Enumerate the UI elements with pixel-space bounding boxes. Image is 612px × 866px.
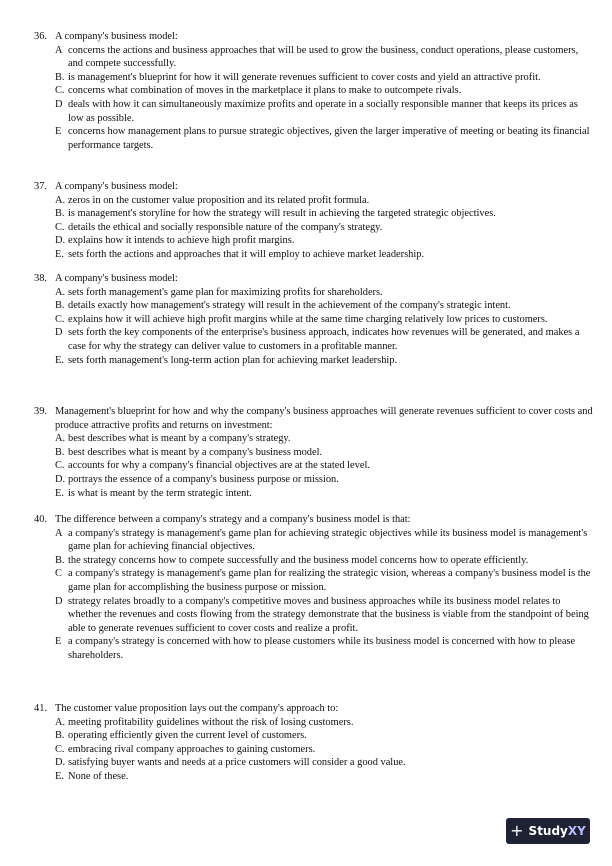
option-label: E (55, 636, 62, 648)
option-text: is management's blueprint for how it will generate revenues sufficient to cover costs and yield an attractive profit. (68, 71, 541, 83)
option-text: is management's storyline for how the strategy will result in achieving the targeted strategic objectives. (68, 208, 496, 220)
option-text: best describes what is meant by a company's business model. (68, 446, 323, 458)
option-label: D (55, 595, 63, 607)
question-40 (34, 513, 594, 663)
option-e (55, 248, 594, 262)
option-c (55, 221, 594, 235)
option-text: meeting profitability guidelines without the risk of losing customers. (68, 716, 354, 728)
option-label: C. (55, 743, 65, 755)
answer-options (55, 286, 594, 368)
option-text: sets forth management's long-term action plan for achieving market leadership. (68, 354, 398, 366)
answer-options (55, 432, 594, 500)
question-number: 37. (34, 181, 47, 192)
option-label: E. (55, 248, 64, 260)
question-number: 36. (34, 31, 47, 42)
logo-word-xy: XY (567, 824, 586, 838)
option-label: D. (55, 757, 66, 769)
option-d (55, 234, 594, 248)
option-a (55, 286, 594, 300)
option-label: C. (55, 85, 65, 97)
option-text: concerns how management plans to pursue strategic objectives, given the larger imperative of meeting or beating its financial performance targets. (68, 126, 590, 151)
option-c (55, 459, 594, 473)
question-number: 41. (34, 703, 47, 714)
option-a (55, 527, 594, 554)
option-text: deals with how it can simultaneously maximize profits and operate in a socially responsible manner that keeps its prices as low as possible. (68, 98, 578, 124)
option-a (55, 432, 594, 446)
option-b (55, 207, 594, 221)
answer-options (55, 44, 594, 153)
option-text: explains how it intends to achieve high profit margins. (68, 235, 295, 247)
option-label: E. (55, 770, 64, 782)
question-text: Management's blueprint for how and why the company's business approaches will generate revenues sufficient to cover costs and produce attractive profits and returns on investment: (55, 406, 593, 431)
option-b (55, 71, 594, 85)
option-text: concerns what combination of moves in the marketplace it plans to make to outcompete rivals. (68, 85, 462, 97)
option-a (55, 44, 594, 71)
option-text: accounts for why a company's financial objectives are at the stated level. (68, 460, 370, 472)
option-text: is what is meant by the term strategic intent. (68, 487, 252, 499)
answer-options (55, 527, 594, 663)
option-c (55, 84, 594, 98)
option-b (55, 446, 594, 460)
option-text: details the ethical and socially responsible nature of the company's strategy. (68, 221, 383, 233)
question-text: A company's business model: (55, 273, 178, 284)
logo-word-study: Study (528, 824, 568, 838)
answer-options (55, 194, 594, 262)
option-label: E. (55, 487, 64, 499)
option-text: None of these. (68, 770, 129, 782)
option-text: a company's strategy is management's game plan for achieving strategic objectives while its business model is management's game plan for achieving financial objectives. (68, 527, 588, 553)
option-c (55, 313, 594, 327)
question-number: 38. (34, 273, 47, 284)
option-b (55, 299, 594, 313)
option-text: satisfying buyer wants and needs at a price customers will consider a good value. (68, 757, 406, 769)
question-41 (34, 702, 594, 784)
option-d (55, 756, 594, 770)
option-text: sets forth management's game plan for maximizing profits for shareholders. (68, 286, 383, 298)
question-number: 40. (34, 514, 47, 525)
option-d (55, 326, 594, 353)
option-c (55, 743, 594, 757)
option-c (55, 567, 594, 594)
studyxy-logo (506, 818, 590, 844)
option-a (55, 194, 594, 208)
question-number: 39. (34, 406, 47, 417)
option-text: portrays the essence of a company's business purpose or mission. (68, 473, 339, 485)
option-label: B. (55, 208, 65, 220)
option-label: A (55, 44, 63, 56)
option-d (55, 98, 594, 125)
option-b (55, 554, 594, 568)
option-e (55, 125, 594, 152)
option-d (55, 473, 594, 487)
option-label: E. (55, 354, 64, 366)
question-38 (34, 272, 594, 367)
option-label: D. (55, 473, 66, 485)
option-label: A. (55, 716, 66, 728)
option-text: details exactly how management's strategy will result in the achievement of the company's strategic intent. (68, 300, 511, 312)
option-text: explains how it will achieve high profit margins while at the same time charging relatively low prices to customers. (68, 313, 548, 325)
option-text: best describes what is meant by a company's strategy. (68, 433, 291, 445)
option-label: B. (55, 71, 65, 83)
option-label: D (55, 327, 63, 339)
option-d (55, 595, 594, 636)
option-text: embracing rival company approaches to gaining customers. (68, 743, 316, 755)
question-36 (34, 30, 594, 152)
option-text: a company's strategy is concerned with how to please customers while its business model is concerned with how to please shareholders. (68, 636, 576, 661)
option-text: sets forth the actions and approaches that it will employ to achieve market leadership. (68, 248, 425, 260)
option-label: C. (55, 221, 65, 233)
option-label: D. (55, 235, 66, 247)
option-text: sets forth the key components of the enterprise's business approach, indicates how revenues will be generated, and makes a case for why the strategy can deliver value to customers in a profitable manner. (68, 327, 580, 352)
question-text: The customer value proposition lays out the company's approach to: (55, 703, 339, 714)
option-label: A (55, 527, 63, 539)
option-text: a company's strategy is management's game plan for realizing the strategic vision, whereas a company's business model is the game plan for accomplishing the business purpose or mission. (68, 568, 591, 593)
option-a (55, 716, 594, 730)
plus-icon: + (510, 821, 524, 840)
option-label: A. (55, 286, 66, 298)
option-e (55, 354, 594, 368)
option-label: C. (55, 460, 65, 472)
question-39 (34, 405, 594, 500)
question-37 (34, 180, 594, 262)
option-label: A. (55, 194, 66, 206)
option-label: D (55, 98, 63, 110)
option-label: B. (55, 300, 65, 312)
option-text: concerns the actions and business approaches that will be used to grow the business, conduct operations, please customers, and compete successfully. (68, 44, 579, 70)
question-text: A company's business model: (55, 181, 178, 192)
option-b (55, 729, 594, 743)
option-text: operating efficiently given the current level of customers. (68, 730, 307, 742)
question-text: The difference between a company's strategy and a company's business model is that: (55, 514, 411, 525)
question-text: A company's business model: (55, 31, 178, 42)
option-text: zeros in on the customer value proposition and its related profit formula. (68, 194, 370, 206)
option-text: the strategy concerns how to compete successfully and the business model concerns how to operate efficiently. (68, 554, 529, 566)
option-e (55, 487, 594, 501)
option-label: B. (55, 730, 65, 742)
option-label: C (55, 568, 62, 580)
option-label: C. (55, 313, 65, 325)
option-label: B. (55, 446, 65, 458)
option-label: B. (55, 554, 65, 566)
option-label: A. (55, 433, 66, 445)
option-e (55, 770, 594, 784)
option-e (55, 635, 594, 662)
option-label: E (55, 126, 62, 138)
option-text: strategy relates broadly to a company's competitive moves and business approaches while its business model relates to whether the revenues and costs flowing from the strategy demonstrate that the business is viable from the standpoint of being able to generate revenues sufficient to cover costs and realize a profit. (68, 595, 589, 634)
answer-options (55, 716, 594, 784)
